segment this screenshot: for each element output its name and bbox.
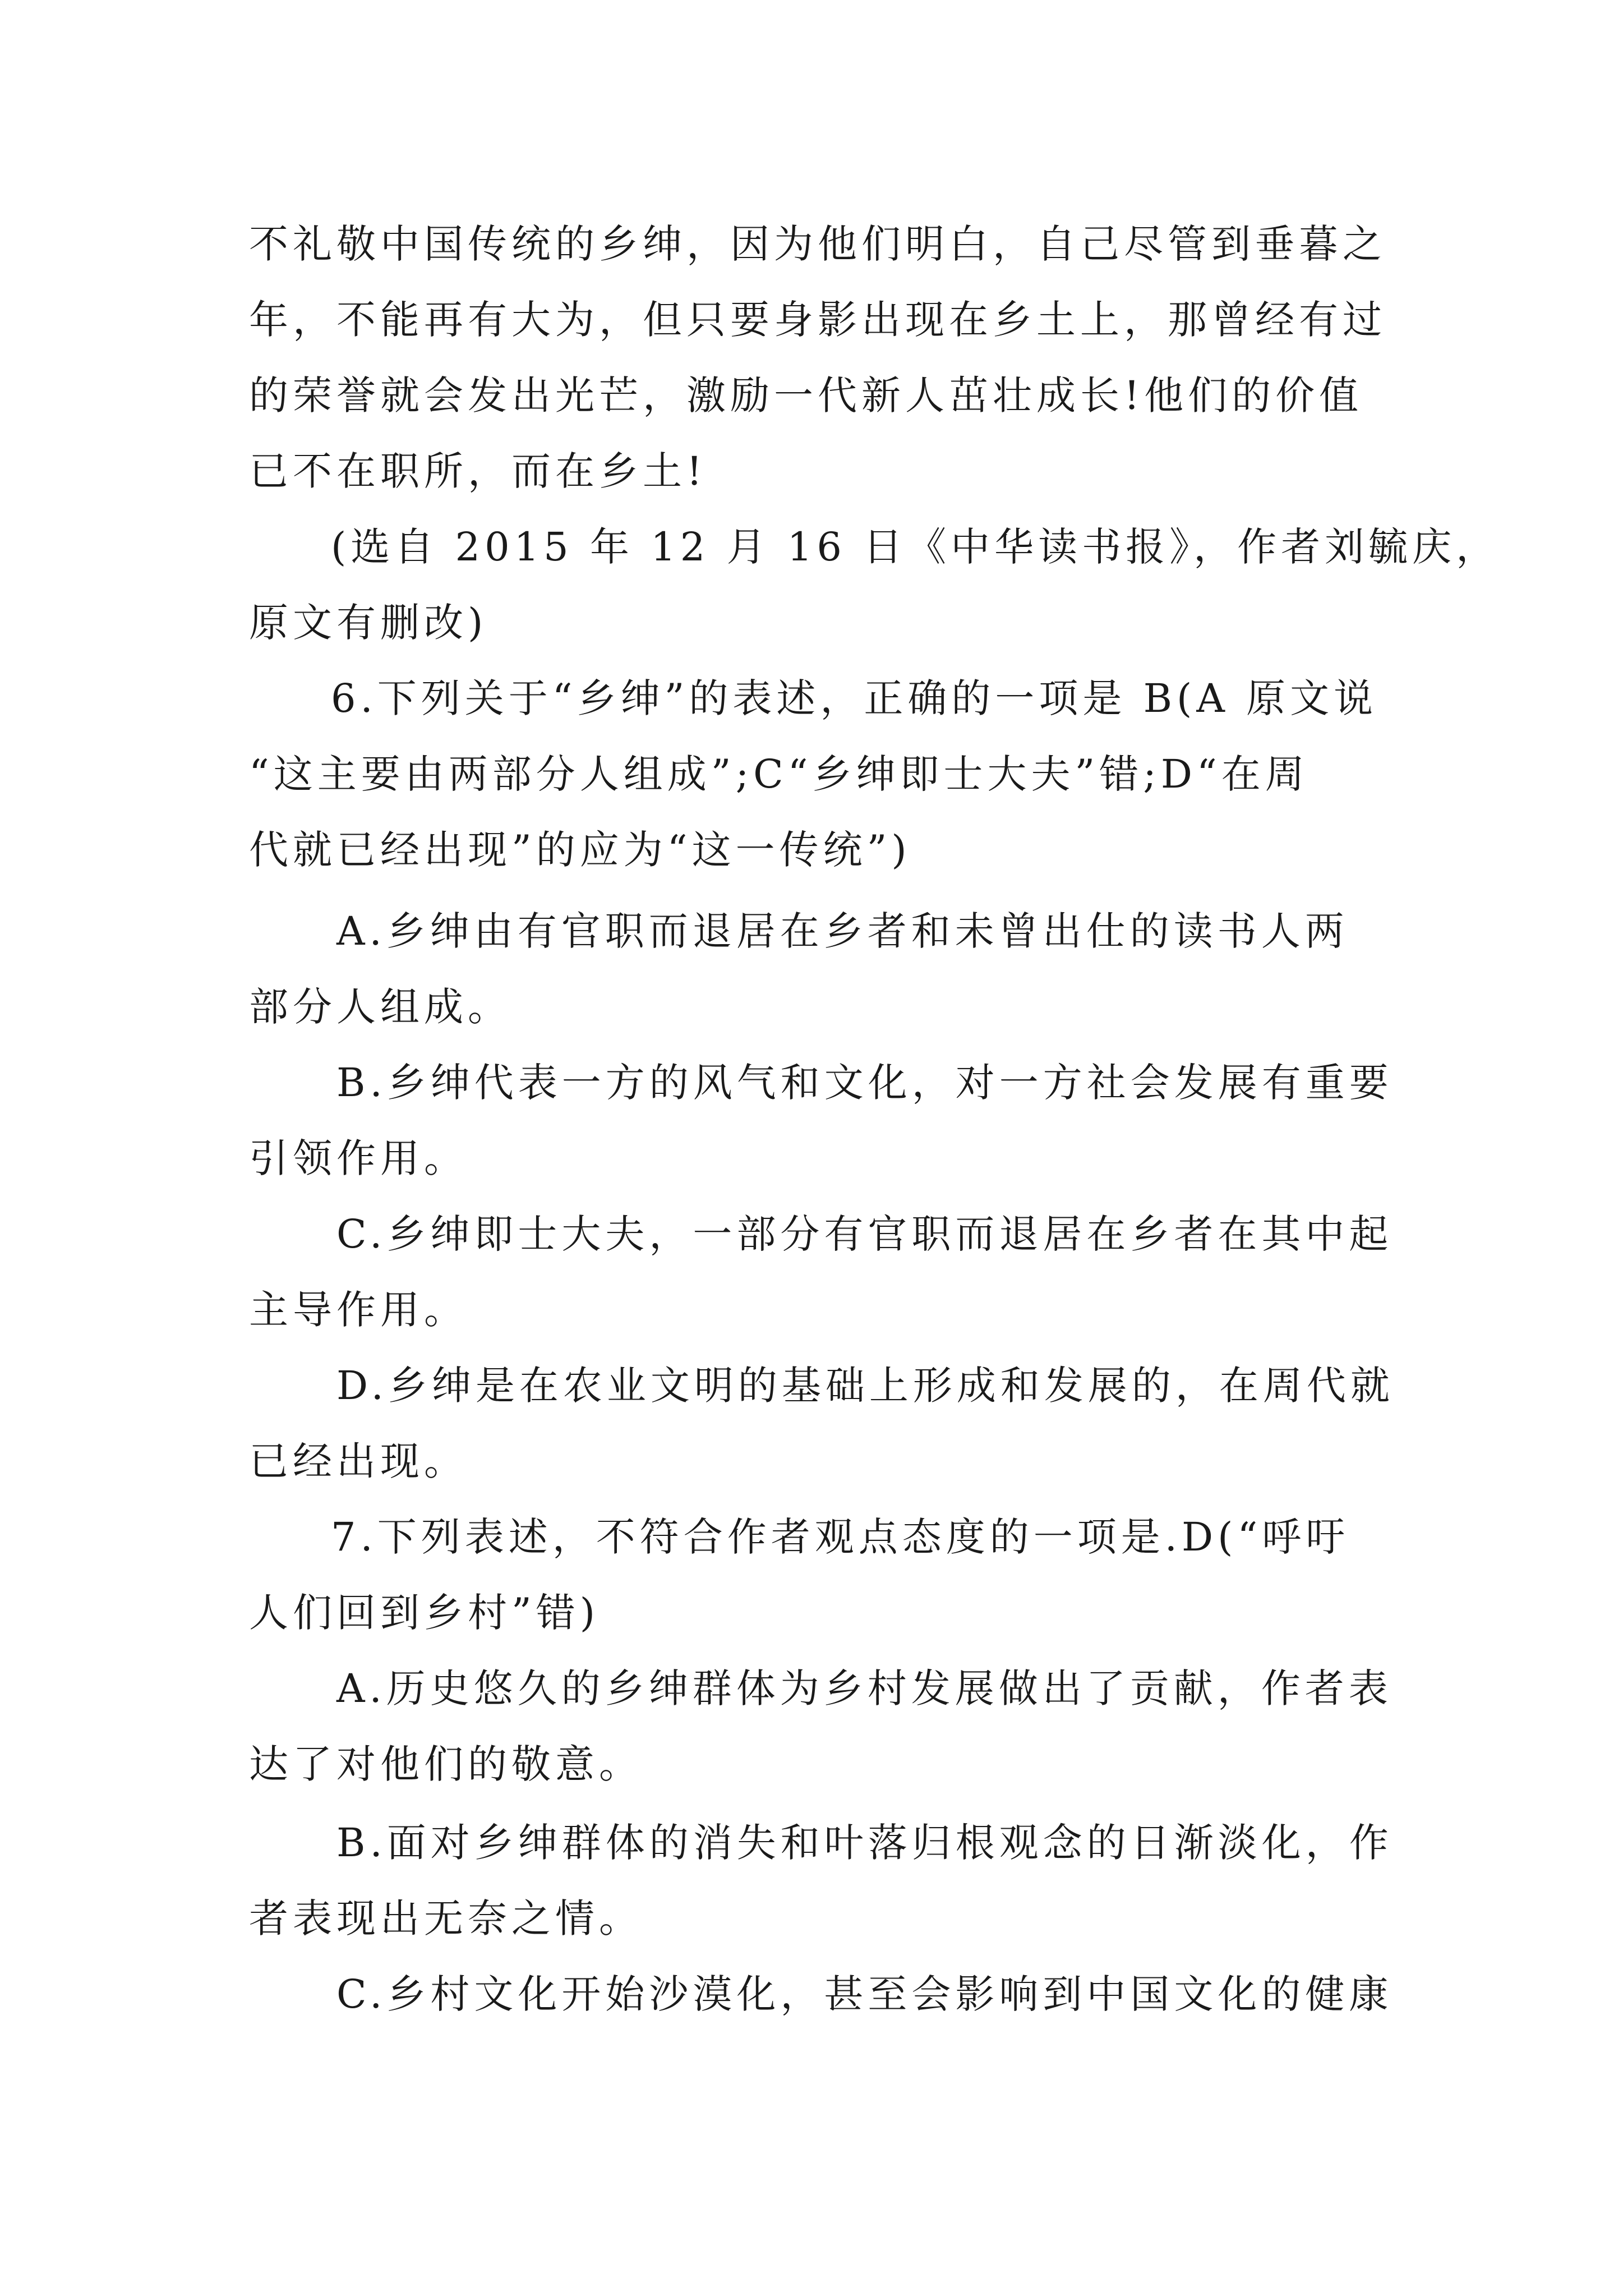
question-7-stem: 人们回到乡村”错) [249, 1590, 600, 1636]
question-7-option-b: 者表现出无奈之情。 [249, 1895, 643, 1941]
question-6-option-d: 已经出现。 [249, 1438, 468, 1484]
question-7-option-c: C.乡村文化开始沙漠化，甚至会影响到中国文化的健康 [336, 1971, 1393, 2017]
question-7-stem: 7.下列表述，不符合作者观点态度的一项是.D(“呼吁 [331, 1514, 1350, 1560]
question-6-option-c: C.乡绅即士大夫，一部分有官职而退居在乡者在其中起 [336, 1211, 1393, 1257]
question-7-option-a: 达了对他们的敬意。 [249, 1741, 643, 1787]
passage-line: 的荣誉就会发出光芒，激励一代新人茁壮成长!他们的价值 [249, 372, 1363, 418]
question-7-option-a: A.历史悠久的乡绅群体为乡村发展做出了贡献，作者表 [336, 1665, 1393, 1711]
question-6-option-b: B.乡绅代表一方的风气和文化，对一方社会发展有重要 [336, 1060, 1393, 1106]
question-6-option-d: D.乡绅是在农业文明的基础上形成和发展的，在周代就 [336, 1363, 1394, 1409]
passage-line: 不礼敬中国传统的乡绅，因为他们明白，自己尽管到垂暮之 [249, 221, 1386, 267]
question-6-stem: “这主要由两部分人组成”;C“乡绅即士大夫”错;D“在周 [249, 751, 1309, 797]
question-6-option-c: 主导作用。 [249, 1287, 468, 1333]
passage-line: 已不在职所，而在乡土! [249, 448, 707, 494]
source-citation: 原文有删改) [249, 600, 488, 646]
source-citation: (选自 2015 年 12 月 16 日《中华读书报》，作者刘毓庆， [331, 524, 1500, 570]
question-6-stem: 6.下列关于“乡绅”的表述，正确的一项是 B(A 原文说 [331, 675, 1378, 721]
question-7-option-b: B.面对乡绅群体的消失和叶落归根观念的日渐淡化，作 [336, 1820, 1393, 1866]
question-6-option-b: 引领作用。 [249, 1135, 468, 1181]
passage-line: 年，不能再有大为，但只要身影出现在乡土上，那曾经有过 [249, 297, 1386, 343]
question-6-option-a: A.乡绅由有官职而退居在乡者和未曾出仕的读书人两 [336, 908, 1349, 954]
question-6-stem: 代就已经出现”的应为“这一传统”) [249, 827, 911, 873]
question-6-option-a: 部分人组成。 [249, 984, 511, 1030]
